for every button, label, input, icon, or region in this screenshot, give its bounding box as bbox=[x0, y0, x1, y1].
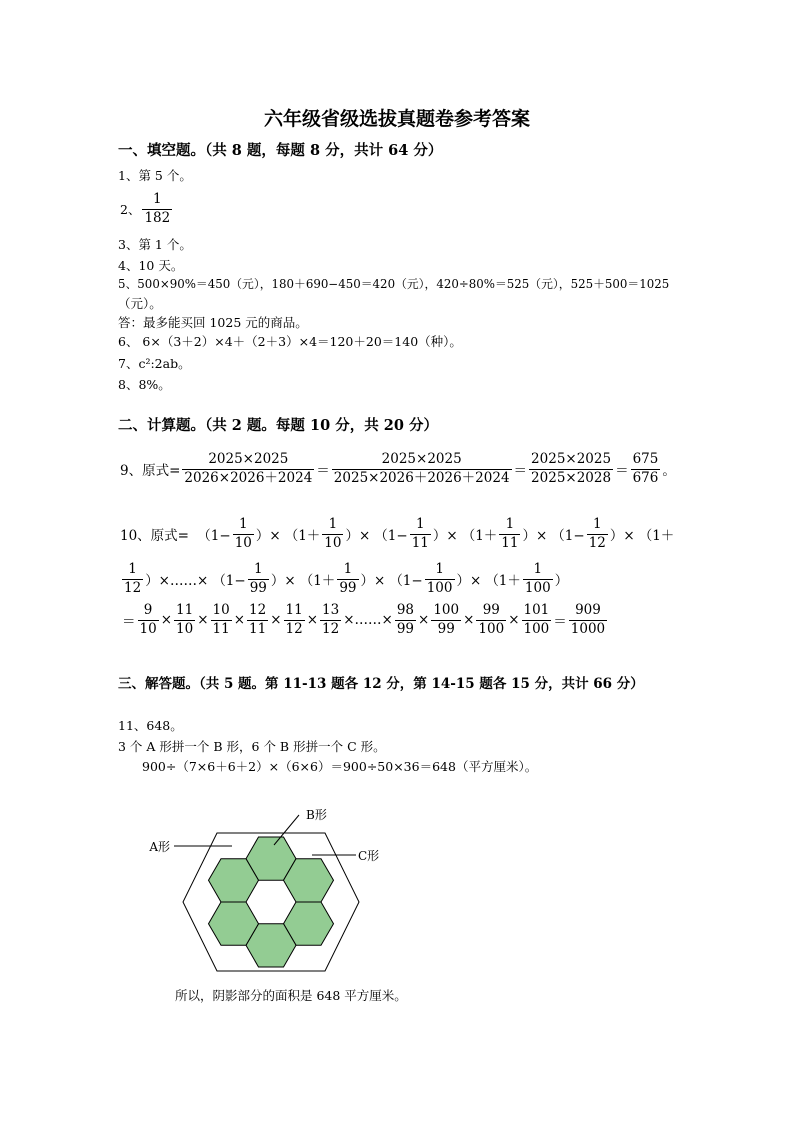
numerator: 1 bbox=[425, 563, 455, 580]
denominator: 100 bbox=[524, 579, 551, 596]
times-sign: × bbox=[233, 612, 245, 628]
answer-9-fraction-3 bbox=[529, 453, 613, 485]
times-sign: × bbox=[197, 612, 209, 628]
numerator: 675 bbox=[631, 453, 661, 470]
numerator: 2025×2025 bbox=[529, 453, 613, 470]
term-fraction bbox=[587, 518, 608, 550]
page-title: 六年级省级选拔真题卷参考答案 bbox=[263, 108, 530, 130]
times-sign: × bbox=[306, 612, 318, 628]
numerator: 1 bbox=[523, 563, 553, 580]
answer-4: 4、10 天。 bbox=[118, 258, 184, 273]
product-fraction bbox=[284, 604, 305, 636]
denominator: 2025×2028 bbox=[531, 469, 612, 486]
answer-10-line2 bbox=[122, 563, 570, 595]
answer-10-line3-ellipsis: ×……× bbox=[343, 612, 393, 628]
label-b-leader-line bbox=[274, 815, 299, 845]
numerator: 2025×2025 bbox=[182, 453, 314, 470]
denominator: 10 bbox=[324, 534, 342, 551]
paren-close: ）× bbox=[609, 528, 635, 544]
answer-10-line1-tail: （1＋ bbox=[638, 528, 675, 544]
paren-open: （1− bbox=[212, 573, 246, 589]
paren-close: ）× bbox=[456, 573, 482, 589]
denominator: 2026×2026＋2024 bbox=[184, 469, 313, 486]
answer-9 bbox=[118, 453, 678, 485]
paren-close: ）× bbox=[270, 573, 296, 589]
term-fraction bbox=[233, 518, 254, 550]
denominator: 11 bbox=[411, 534, 429, 551]
term-fraction bbox=[248, 563, 269, 595]
product-fraction bbox=[174, 604, 195, 636]
term-fraction bbox=[523, 563, 553, 595]
denominator: 12 bbox=[322, 620, 340, 637]
paren-close: ）× bbox=[522, 528, 548, 544]
answer-9-fraction-2 bbox=[332, 453, 512, 485]
denominator: 12 bbox=[588, 534, 606, 551]
times-sign: × bbox=[463, 612, 475, 628]
label-a: A形 bbox=[149, 840, 170, 854]
equals-sign: ＝ bbox=[615, 463, 629, 479]
section1-heading: 一、填空题。（共 8 题，每题 8 分，共计 64 分） bbox=[118, 142, 443, 159]
answer-10-line3-product-b bbox=[395, 602, 551, 637]
term-fraction bbox=[322, 518, 343, 550]
product-fraction bbox=[431, 604, 461, 636]
numerator: 11 bbox=[174, 604, 195, 621]
answer-10-line1 bbox=[118, 518, 676, 550]
paren-close: ）× bbox=[432, 528, 458, 544]
answer-11-line3: 900÷（7×6＋6＋2）×（6×6）＝900÷50×36＝648（平方厘米）。 bbox=[142, 759, 538, 774]
numerator: 99 bbox=[476, 604, 506, 621]
answer-2 bbox=[118, 193, 172, 225]
product-fraction bbox=[320, 604, 341, 636]
answer-2-fraction bbox=[142, 193, 172, 225]
answer-8: 8、8%。 bbox=[118, 377, 171, 392]
answer-5-line1: 5、500×90%＝450（元），180＋690−450＝420（元），420÷80%＝525（元），525＋500＝1025 bbox=[118, 277, 670, 291]
answer-1: 1、第 5 个。 bbox=[118, 168, 192, 183]
paren-close: ）× bbox=[255, 528, 281, 544]
paren-open: （1− bbox=[197, 528, 231, 544]
hexagon-figure bbox=[149, 798, 400, 978]
numerator: 1 bbox=[587, 518, 608, 535]
numerator: 1 bbox=[248, 563, 269, 580]
product-fraction bbox=[247, 604, 268, 636]
equals-sign: ＝ bbox=[513, 463, 528, 479]
numerator: 10 bbox=[211, 604, 232, 621]
denominator: 99 bbox=[249, 579, 267, 596]
denominator: 10 bbox=[139, 620, 157, 637]
term-fraction bbox=[410, 518, 431, 550]
denominator: 100 bbox=[523, 620, 550, 637]
denominator: 12 bbox=[285, 620, 303, 637]
numerator: 11 bbox=[284, 604, 305, 621]
denominator: 100 bbox=[478, 620, 505, 637]
numerator: 13 bbox=[320, 604, 341, 621]
numerator: 12 bbox=[247, 604, 268, 621]
product-fraction bbox=[138, 604, 159, 636]
product-fraction bbox=[522, 604, 552, 636]
product-fraction bbox=[211, 604, 232, 636]
numerator: 1 bbox=[122, 563, 143, 580]
answer-10-ellipsis: ）×……× bbox=[145, 573, 209, 589]
numerator: 101 bbox=[522, 604, 552, 621]
paren-close: ）× bbox=[345, 528, 371, 544]
numerator: 98 bbox=[395, 604, 416, 621]
denominator: 11 bbox=[212, 620, 230, 637]
answer-5-line2: （元）。 bbox=[118, 296, 162, 311]
section2-heading: 二、计算题。（共 2 题。每题 10 分，共 20 分） bbox=[118, 417, 438, 434]
answer-10-line2-terms bbox=[210, 561, 570, 596]
paren-open: （1− bbox=[374, 528, 408, 544]
numerator: 100 bbox=[431, 604, 461, 621]
denominator: 12 bbox=[124, 579, 142, 596]
paren-open: （1＋ bbox=[485, 573, 521, 589]
numerator: 1 bbox=[322, 518, 343, 535]
answer-9-end: 。 bbox=[662, 463, 676, 479]
paren-open: （1− bbox=[551, 528, 585, 544]
numerator: 1 bbox=[499, 518, 520, 535]
product-fraction bbox=[395, 604, 416, 636]
numerator: 9 bbox=[138, 604, 159, 621]
label-c: C形 bbox=[358, 849, 380, 863]
answer-9-result-fraction bbox=[631, 453, 661, 485]
answer-3: 3、第 1 个。 bbox=[118, 237, 192, 252]
answer-5-conclusion: 答：最多能买回 1025 元的商品。 bbox=[118, 315, 308, 330]
denominator: 99 bbox=[396, 620, 414, 637]
term-fraction bbox=[499, 518, 520, 550]
answer-7: 7、c²:2ab。 bbox=[118, 356, 191, 371]
equals-sign: ＝ bbox=[122, 614, 136, 630]
numerator: 1 bbox=[337, 563, 358, 580]
denominator: 99 bbox=[437, 620, 455, 637]
denominator: 99 bbox=[339, 579, 357, 596]
answer-2-numerator: 1 bbox=[142, 193, 172, 210]
paren-close: ）× bbox=[360, 573, 386, 589]
answer-2-denominator: 182 bbox=[144, 209, 171, 226]
denominator: 1000 bbox=[570, 620, 606, 637]
answer-9-prefix: 9、原式= bbox=[120, 463, 181, 479]
answer-9-fraction-1 bbox=[182, 453, 314, 485]
denominator: 100 bbox=[426, 579, 453, 596]
section3-heading: 三、解答题。（共 5 题。第 11-13 题各 12 分，第 14-15 题各 15 分，共计 66 分） bbox=[118, 676, 644, 692]
numerator: 909 bbox=[569, 604, 607, 621]
paren-open: （1＋ bbox=[299, 573, 336, 589]
paren-open: （1＋ bbox=[461, 528, 498, 544]
answer-10-line1-terms bbox=[195, 516, 636, 551]
equals-sign: ＝ bbox=[553, 614, 567, 630]
numerator: 2025×2025 bbox=[332, 453, 512, 470]
denominator: 10 bbox=[176, 620, 194, 637]
times-sign: × bbox=[270, 612, 282, 628]
times-sign: × bbox=[508, 612, 520, 628]
numerator: 1 bbox=[233, 518, 254, 535]
answer-11: 11、648。 bbox=[118, 718, 183, 733]
denominator: 676 bbox=[632, 469, 659, 486]
answer-10-result-fraction bbox=[569, 604, 607, 636]
equals-sign: ＝ bbox=[316, 463, 330, 479]
paren-close: ） bbox=[554, 573, 569, 589]
answer-11-line2: 3 个 A 形拼一个 B 形，6 个 B 形拼一个 C 形。 bbox=[118, 739, 386, 754]
denominator: 11 bbox=[249, 620, 267, 637]
paren-open: （1− bbox=[389, 573, 423, 589]
denominator: 10 bbox=[234, 534, 252, 551]
times-sign: × bbox=[418, 612, 430, 628]
answer-10-prefix: 10、原式= bbox=[120, 528, 189, 544]
paren-open: （1＋ bbox=[284, 528, 321, 544]
times-sign: × bbox=[160, 612, 172, 628]
term-fraction bbox=[337, 563, 358, 595]
answer-10-line2-first-fraction bbox=[122, 563, 143, 595]
denominator: 2025×2026＋2026＋2024 bbox=[333, 469, 510, 486]
answer-11-conclusion: 所以，阴影部分的面积是 648 平方厘米。 bbox=[175, 988, 407, 1003]
label-b: B形 bbox=[306, 808, 327, 822]
answer-6: 6、 6×（3＋2）×4＋（2＋3）×4＝120＋20＝140（种）。 bbox=[118, 334, 462, 349]
answer-2-prefix: 2、 bbox=[120, 202, 141, 217]
numerator: 1 bbox=[410, 518, 431, 535]
term-fraction bbox=[425, 563, 455, 595]
small-hexagons bbox=[209, 837, 334, 967]
answer-10-line3 bbox=[120, 604, 607, 636]
answer-10-line3-product-a bbox=[138, 602, 342, 637]
product-fraction bbox=[476, 604, 506, 636]
denominator: 11 bbox=[501, 534, 519, 551]
